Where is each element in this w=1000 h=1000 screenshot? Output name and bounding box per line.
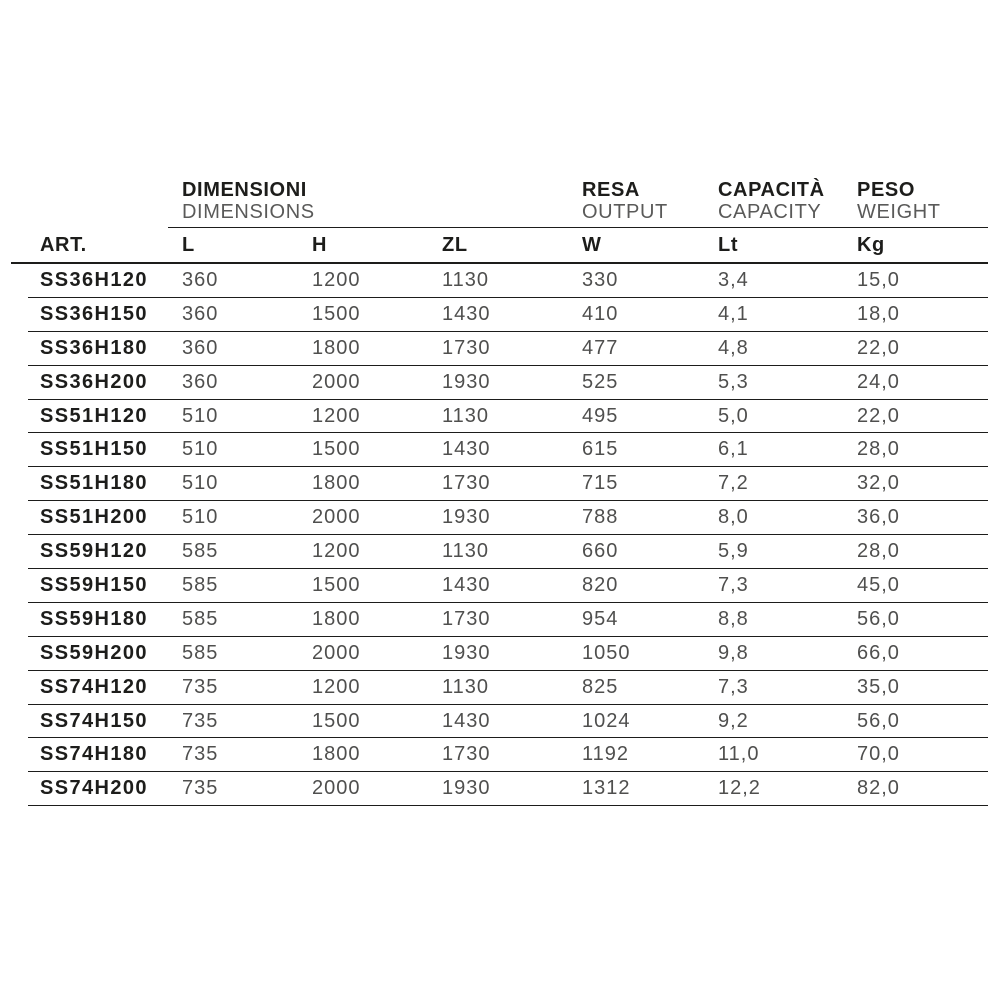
cell-h: 1500 (312, 573, 361, 596)
table-row (28, 366, 988, 400)
cell-art: SS51H150 (40, 438, 148, 461)
cell-w: 820 (582, 573, 619, 596)
cell-l: 585 (182, 641, 219, 664)
cell-kg: 22,0 (857, 404, 900, 427)
cell-w: 660 (582, 540, 619, 563)
cell-h: 2000 (312, 370, 361, 393)
cell-lt: 7,3 (718, 675, 749, 698)
group-weight-en: WEIGHT (857, 201, 941, 223)
cell-w: 330 (582, 268, 619, 291)
cell-lt: 9,2 (718, 709, 749, 732)
table-row (28, 467, 988, 501)
cell-art: SS59H180 (40, 607, 148, 630)
group-dimensions (182, 179, 315, 223)
cell-l: 360 (182, 302, 219, 325)
table-row (28, 535, 988, 569)
cell-lt: 5,3 (718, 370, 749, 393)
cell-zl: 1730 (442, 743, 491, 766)
table-row (28, 671, 988, 705)
cell-zl: 1930 (442, 506, 491, 529)
cell-zl: 1430 (442, 573, 491, 596)
cell-zl: 1730 (442, 336, 491, 359)
table-row (28, 569, 988, 603)
cell-h: 2000 (312, 641, 361, 664)
cell-art: SS51H120 (40, 404, 148, 427)
cell-zl: 1430 (442, 302, 491, 325)
cell-h: 2000 (312, 777, 361, 800)
cell-l: 510 (182, 472, 219, 495)
cell-h: 2000 (312, 506, 361, 529)
cell-l: 510 (182, 438, 219, 461)
cell-h: 1800 (312, 743, 361, 766)
table-row (28, 501, 988, 535)
cell-kg: 18,0 (857, 302, 900, 325)
cell-l: 510 (182, 506, 219, 529)
cell-l: 585 (182, 540, 219, 563)
cell-w: 1192 (582, 743, 630, 766)
cell-kg: 32,0 (857, 472, 900, 495)
cell-l: 735 (182, 777, 219, 800)
header-w: W (582, 233, 602, 256)
cell-lt: 3,4 (718, 268, 749, 291)
cell-lt: 5,0 (718, 404, 749, 427)
cell-w: 788 (582, 506, 619, 529)
group-output-it: RESA (582, 179, 640, 201)
cell-l: 360 (182, 268, 219, 291)
cell-art: SS51H200 (40, 506, 148, 529)
cell-art: SS59H200 (40, 641, 148, 664)
column-header-row (11, 228, 988, 264)
cell-zl: 1130 (442, 540, 490, 563)
table-row (28, 332, 988, 366)
spec-table (28, 178, 988, 806)
cell-art: SS36H180 (40, 336, 148, 359)
cell-art: SS36H150 (40, 302, 148, 325)
group-weight (857, 179, 941, 223)
cell-zl: 1430 (442, 438, 491, 461)
cell-kg: 82,0 (857, 777, 900, 800)
table-row (28, 433, 988, 467)
cell-art: SS74H150 (40, 709, 148, 732)
header-l: L (182, 233, 195, 256)
cell-w: 1050 (582, 641, 631, 664)
group-output-en: OUTPUT (582, 201, 668, 223)
cell-w: 1024 (582, 709, 631, 732)
table-row (28, 772, 988, 806)
group-capacity (718, 179, 825, 223)
cell-zl: 1430 (442, 709, 491, 732)
cell-zl: 1130 (442, 675, 490, 698)
cell-w: 1312 (582, 777, 631, 800)
cell-kg: 70,0 (857, 743, 900, 766)
cell-zl: 1930 (442, 777, 491, 800)
cell-w: 715 (582, 472, 619, 495)
cell-lt: 8,8 (718, 607, 749, 630)
cell-zl: 1730 (442, 607, 491, 630)
group-dimensions-en: DIMENSIONS (182, 201, 315, 223)
cell-l: 360 (182, 336, 219, 359)
cell-h: 1200 (312, 540, 361, 563)
cell-kg: 56,0 (857, 709, 900, 732)
table-row (28, 603, 988, 637)
header-lt: Lt (718, 233, 739, 256)
cell-h: 1500 (312, 438, 361, 461)
cell-lt: 11,0 (718, 743, 760, 766)
cell-art: SS74H180 (40, 743, 148, 766)
table-row (28, 400, 988, 434)
cell-w: 525 (582, 370, 619, 393)
table-row (28, 738, 988, 772)
cell-zl: 1730 (442, 472, 491, 495)
cell-lt: 7,2 (718, 472, 749, 495)
cell-l: 360 (182, 370, 219, 393)
table-row (28, 264, 988, 298)
cell-zl: 1930 (442, 641, 491, 664)
cell-l: 735 (182, 709, 219, 732)
cell-lt: 12,2 (718, 777, 761, 800)
cell-art: SS74H200 (40, 777, 148, 800)
cell-art: SS59H120 (40, 540, 148, 563)
cell-l: 510 (182, 404, 219, 427)
cell-w: 825 (582, 675, 619, 698)
cell-art: SS36H200 (40, 370, 148, 393)
header-art: ART. (40, 233, 87, 256)
cell-h: 1200 (312, 675, 361, 698)
table-row (28, 637, 988, 671)
cell-lt: 9,8 (718, 641, 749, 664)
header-kg: Kg (857, 233, 885, 256)
cell-kg: 24,0 (857, 370, 900, 393)
cell-w: 954 (582, 607, 619, 630)
group-output (582, 179, 668, 223)
cell-kg: 35,0 (857, 675, 900, 698)
cell-kg: 28,0 (857, 438, 900, 461)
cell-zl: 1130 (442, 404, 490, 427)
cell-lt: 5,9 (718, 540, 749, 563)
cell-h: 1500 (312, 302, 361, 325)
group-header-row (28, 178, 988, 228)
group-capacity-it: CAPACITÀ (718, 179, 825, 201)
cell-h: 1200 (312, 404, 361, 427)
cell-l: 585 (182, 607, 219, 630)
cell-art: SS59H150 (40, 573, 148, 596)
header-zl: ZL (442, 233, 468, 256)
cell-kg: 36,0 (857, 506, 900, 529)
cell-zl: 1930 (442, 370, 491, 393)
cell-kg: 22,0 (857, 336, 900, 359)
cell-lt: 4,1 (718, 302, 749, 325)
cell-art: SS51H180 (40, 472, 148, 495)
cell-kg: 66,0 (857, 641, 900, 664)
cell-kg: 56,0 (857, 607, 900, 630)
cell-l: 585 (182, 573, 219, 596)
cell-lt: 7,3 (718, 573, 749, 596)
cell-l: 735 (182, 743, 219, 766)
cell-w: 410 (582, 302, 619, 325)
cell-h: 1500 (312, 709, 361, 732)
cell-lt: 8,0 (718, 506, 749, 529)
cell-lt: 4,8 (718, 336, 749, 359)
table-row (28, 705, 988, 739)
group-header-rule (168, 227, 988, 228)
header-h: H (312, 233, 328, 256)
cell-w: 477 (582, 336, 619, 359)
group-capacity-en: CAPACITY (718, 201, 822, 223)
cell-lt: 6,1 (718, 438, 749, 461)
cell-kg: 45,0 (857, 573, 900, 596)
table-rows (28, 264, 988, 806)
cell-art: SS74H120 (40, 675, 148, 698)
cell-zl: 1130 (442, 268, 490, 291)
cell-l: 735 (182, 675, 219, 698)
cell-h: 1200 (312, 268, 361, 291)
table-row (28, 298, 988, 332)
cell-art: SS36H120 (40, 268, 148, 291)
cell-w: 495 (582, 404, 619, 427)
cell-kg: 15,0 (857, 268, 900, 291)
cell-w: 615 (582, 438, 619, 461)
group-weight-it: PESO (857, 179, 915, 201)
group-dimensions-it: DIMENSIONI (182, 179, 307, 201)
cell-h: 1800 (312, 607, 361, 630)
cell-h: 1800 (312, 472, 361, 495)
cell-kg: 28,0 (857, 540, 900, 563)
cell-h: 1800 (312, 336, 361, 359)
